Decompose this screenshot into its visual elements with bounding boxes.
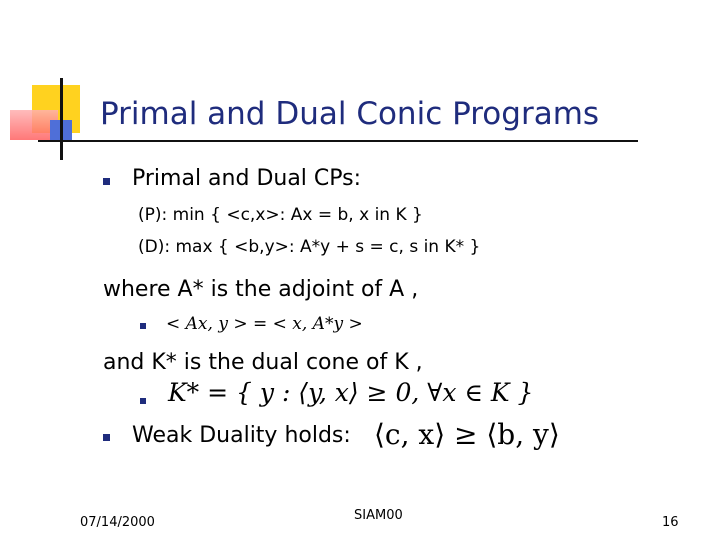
adjoint-equation: < Ax, y > = < x, A*y > bbox=[166, 314, 363, 334]
weak-duality-label: Weak Duality holds: bbox=[132, 423, 351, 448]
bullet-marker bbox=[103, 178, 110, 185]
logo-vertical-line bbox=[60, 78, 63, 160]
slide-title: Primal and Dual Conic Programs bbox=[100, 96, 600, 132]
footer-date: 07/14/2000 bbox=[80, 515, 155, 530]
dual-cone-formula: K* = { y : ⟨y, x⟩ ≥ 0, ∀x ∈ K } bbox=[168, 378, 534, 407]
footer-venue: SIAM00 bbox=[354, 508, 403, 523]
primal-dual-heading: Primal and Dual CPs: bbox=[132, 166, 362, 191]
primal-program-text: (P): min { <c,x>: Ax = b, x in K } bbox=[138, 205, 423, 225]
weak-duality-formula: ⟨c, x⟩ ≥ ⟨b, y⟩ bbox=[374, 418, 560, 451]
dual-program-text: (D): max { <b,y>: A*y + s = c, s in K* } bbox=[138, 237, 481, 257]
bullet-marker bbox=[140, 398, 146, 404]
primal-program bbox=[138, 205, 423, 225]
bullet-marker bbox=[140, 323, 146, 329]
title-underline bbox=[38, 140, 638, 142]
page-number: 16 bbox=[662, 515, 679, 530]
dual-cone-statement: and K* is the dual cone of K , bbox=[103, 350, 423, 375]
dual-program bbox=[138, 237, 480, 257]
bullet-marker bbox=[103, 434, 110, 441]
adjoint-statement: where A* is the adjoint of A , bbox=[103, 277, 419, 302]
